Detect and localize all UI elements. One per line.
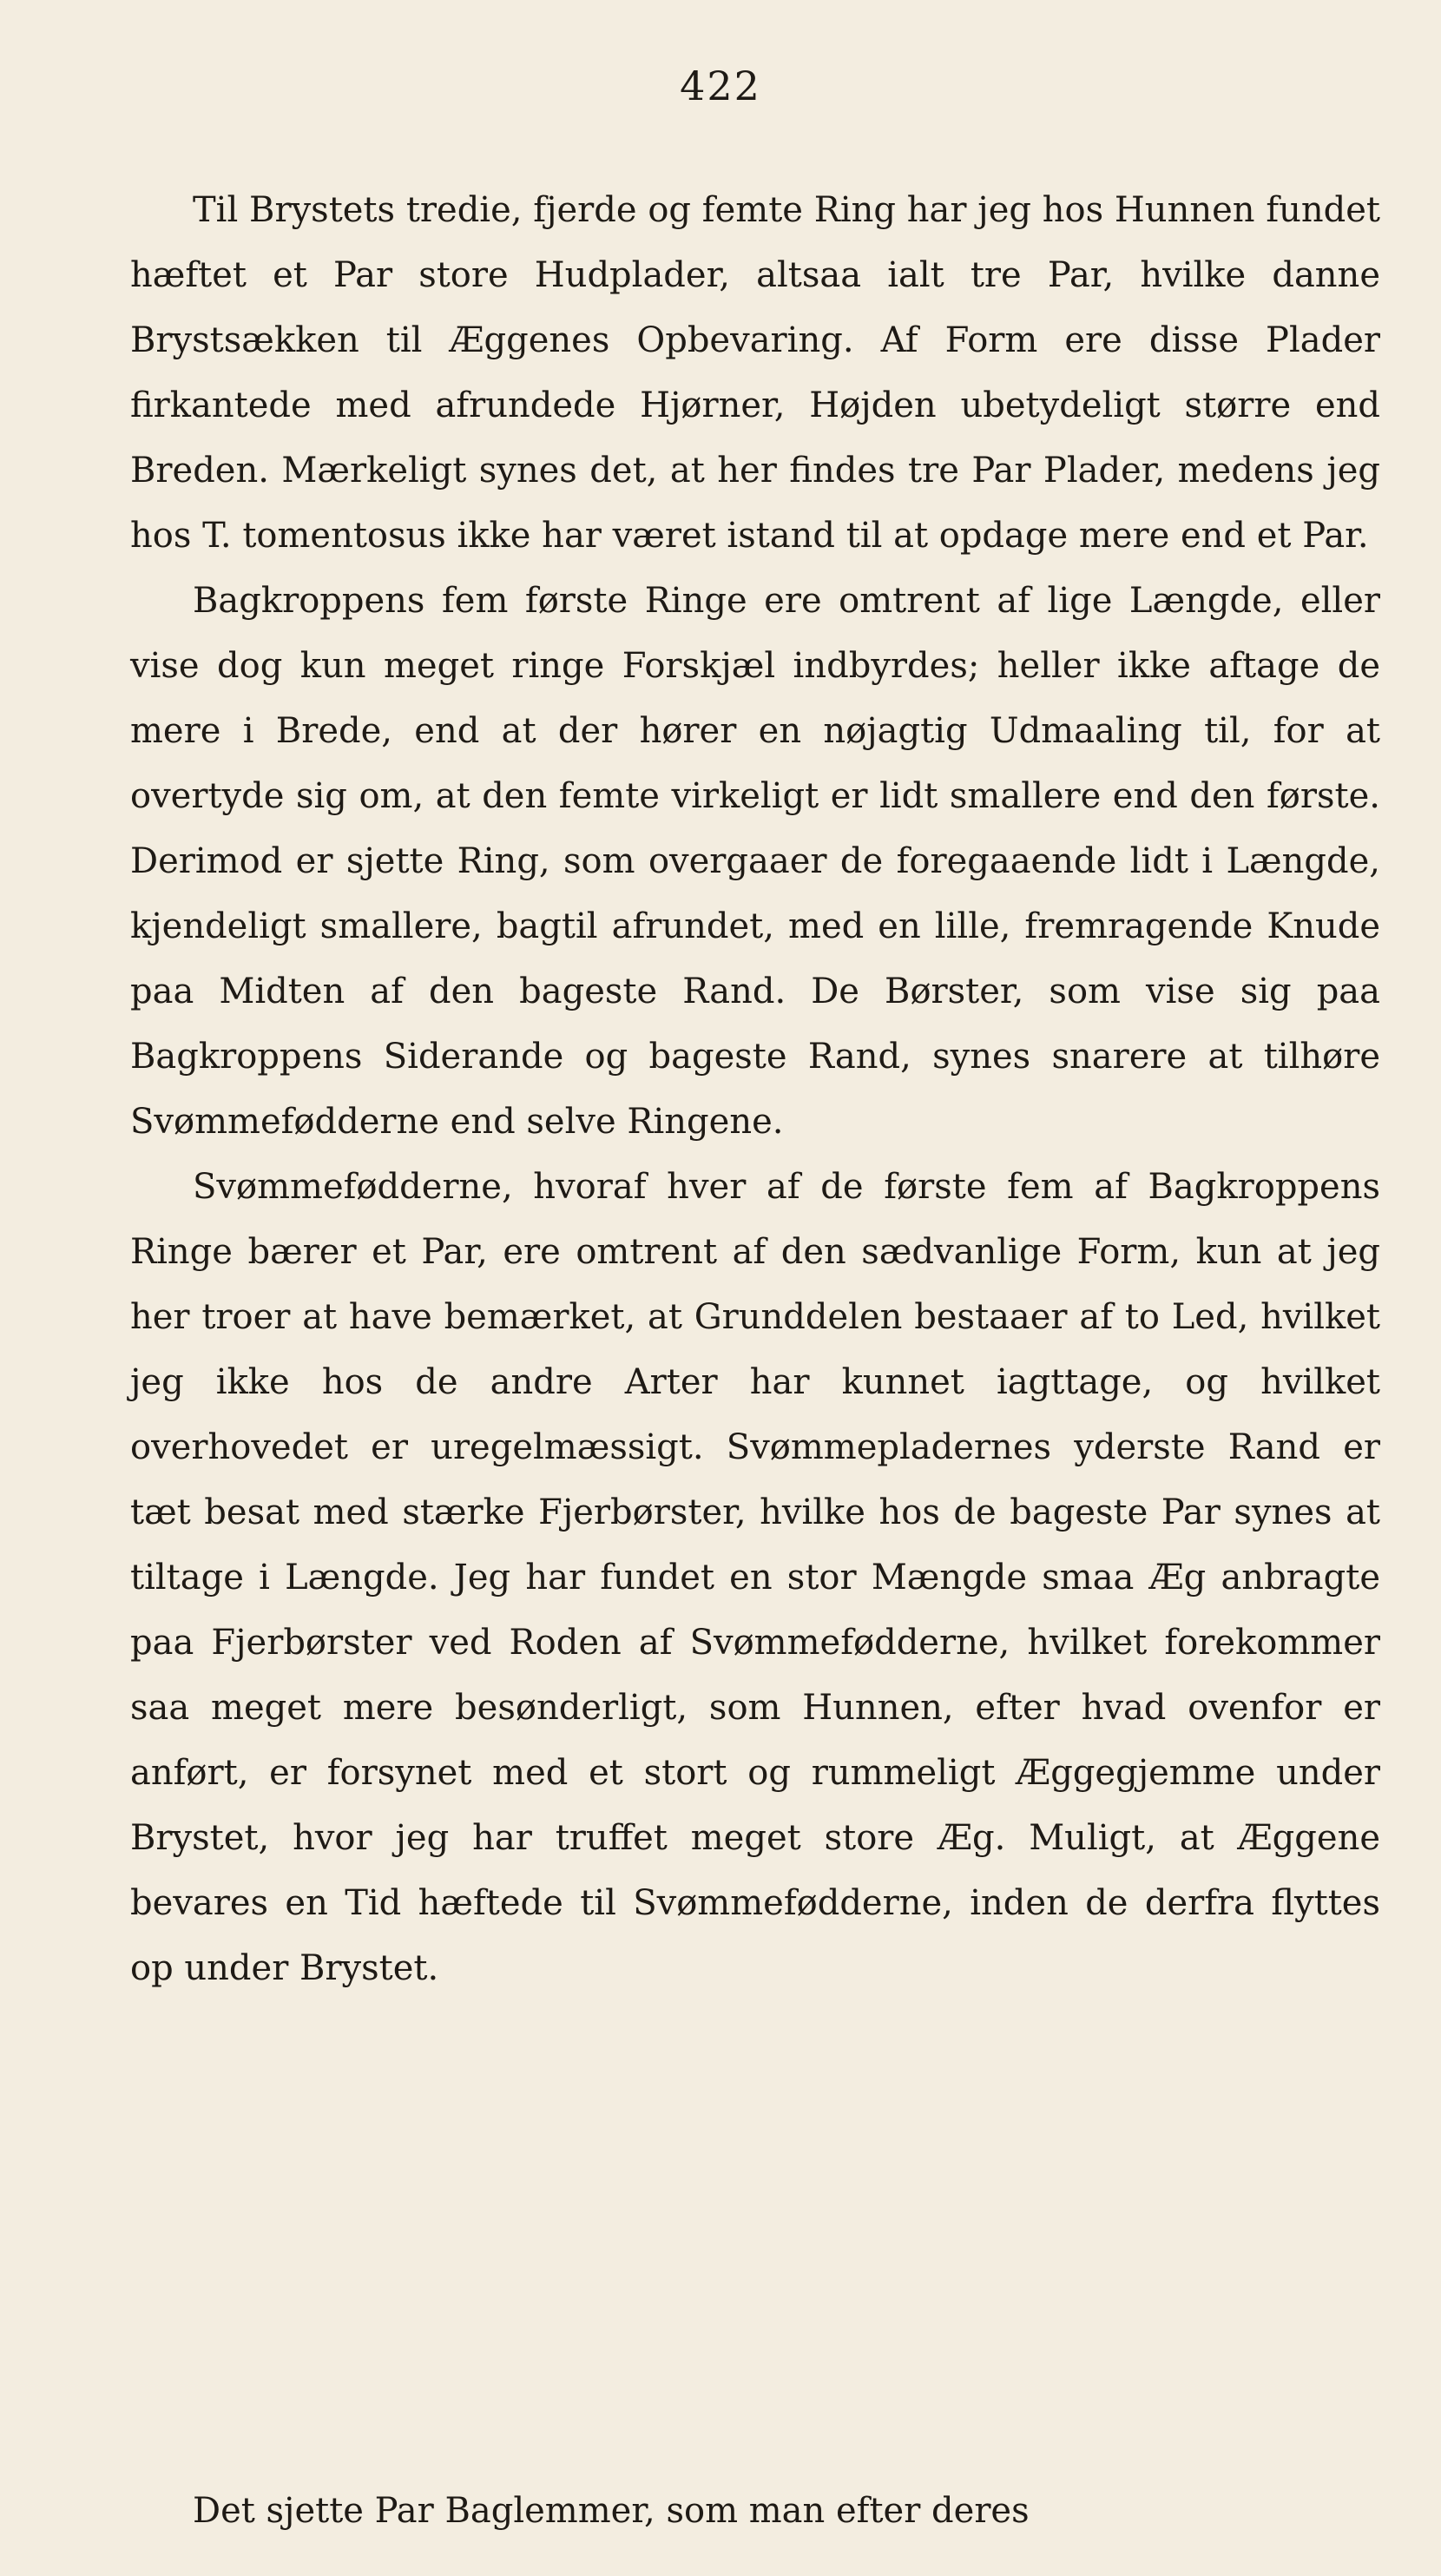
paragraph-brystsaekken: Til Brystets tredie, fjerde og femte Ring har jeg hos Hunnen fundet hæftet et Par store Hudplader, altsaa ialt tre Par, hvilke danne Brystsækken til Æggenes Opbevaring. Af Form ere disse Plader firkantede med afrundede Hjørner, Højden ubetydeligt større end Breden. Mærkeligt synes det, at her findes tre Par Plader, medens jeg hos T. tomentosus ikke har været istand til at opdage mere end et Par. [130, 190, 1380, 556]
page-number: 422 [680, 63, 761, 109]
paragraph-svoemmefoedderne: Svømmefødderne, hvoraf hver af de første fem af Bagkroppens Ringe bærer et Par, ere omtrent af den sædvanlige Form, kun at jeg her troer at have bemærket, at Grunddelen bestaaer af to Led, hvilket jeg ikke hos de andre Arter har kunnet iagttage, og hvilket overhovedet er uregelmæssigt. Svømmepladernes yderste Rand er tæt besat med stærke Fjerbørster, hvilke hos de bageste Par synes at tiltage i Længde. Jeg har fundet en stor Mængde smaa Æg anbragte paa Fjerbørster ved Roden af Svømmefødderne, hvilket forekommer saa meget mere besønderligt, som Hunnen, efter hvad ovenfor er anført, er forsynet med et stort og rummeligt Æggegjemme under Brystet, hvor jeg har truffet meget store Æg. Muligt, at Æggene bevares en Tid hæftede til Svømmefødderne, inden de derfra flyttes op under Brystet. [130, 1167, 1380, 1988]
continuation-line: Det sjette Par Baglemmer, som man efter deres [193, 2491, 1030, 2531]
body-text [130, 178, 1380, 2001]
paragraph-bagkroppens-ringe: Bagkroppens fem første Ringe ere omtrent af lige Længde, eller vise dog kun meget ringe Forskjæl indbyrdes; heller ikke aftage de mere i Brede, end at der hører en nøjagtig Udmaaling til, for at overtyde sig om, at den femte virkeligt er lidt smallere end den første. Derimod er sjette Ring, som overgaaer de foregaaende lidt i Længde, kjendeligt smallere, bagtil afrundet, med en lille, fremragende Knude paa Midten af den bageste Rand. De Børster, som vise sig paa Bagkroppens Siderande og bageste Rand, synes snarere at tilhøre Svømmefødderne end selve Ringene. [130, 581, 1380, 1142]
